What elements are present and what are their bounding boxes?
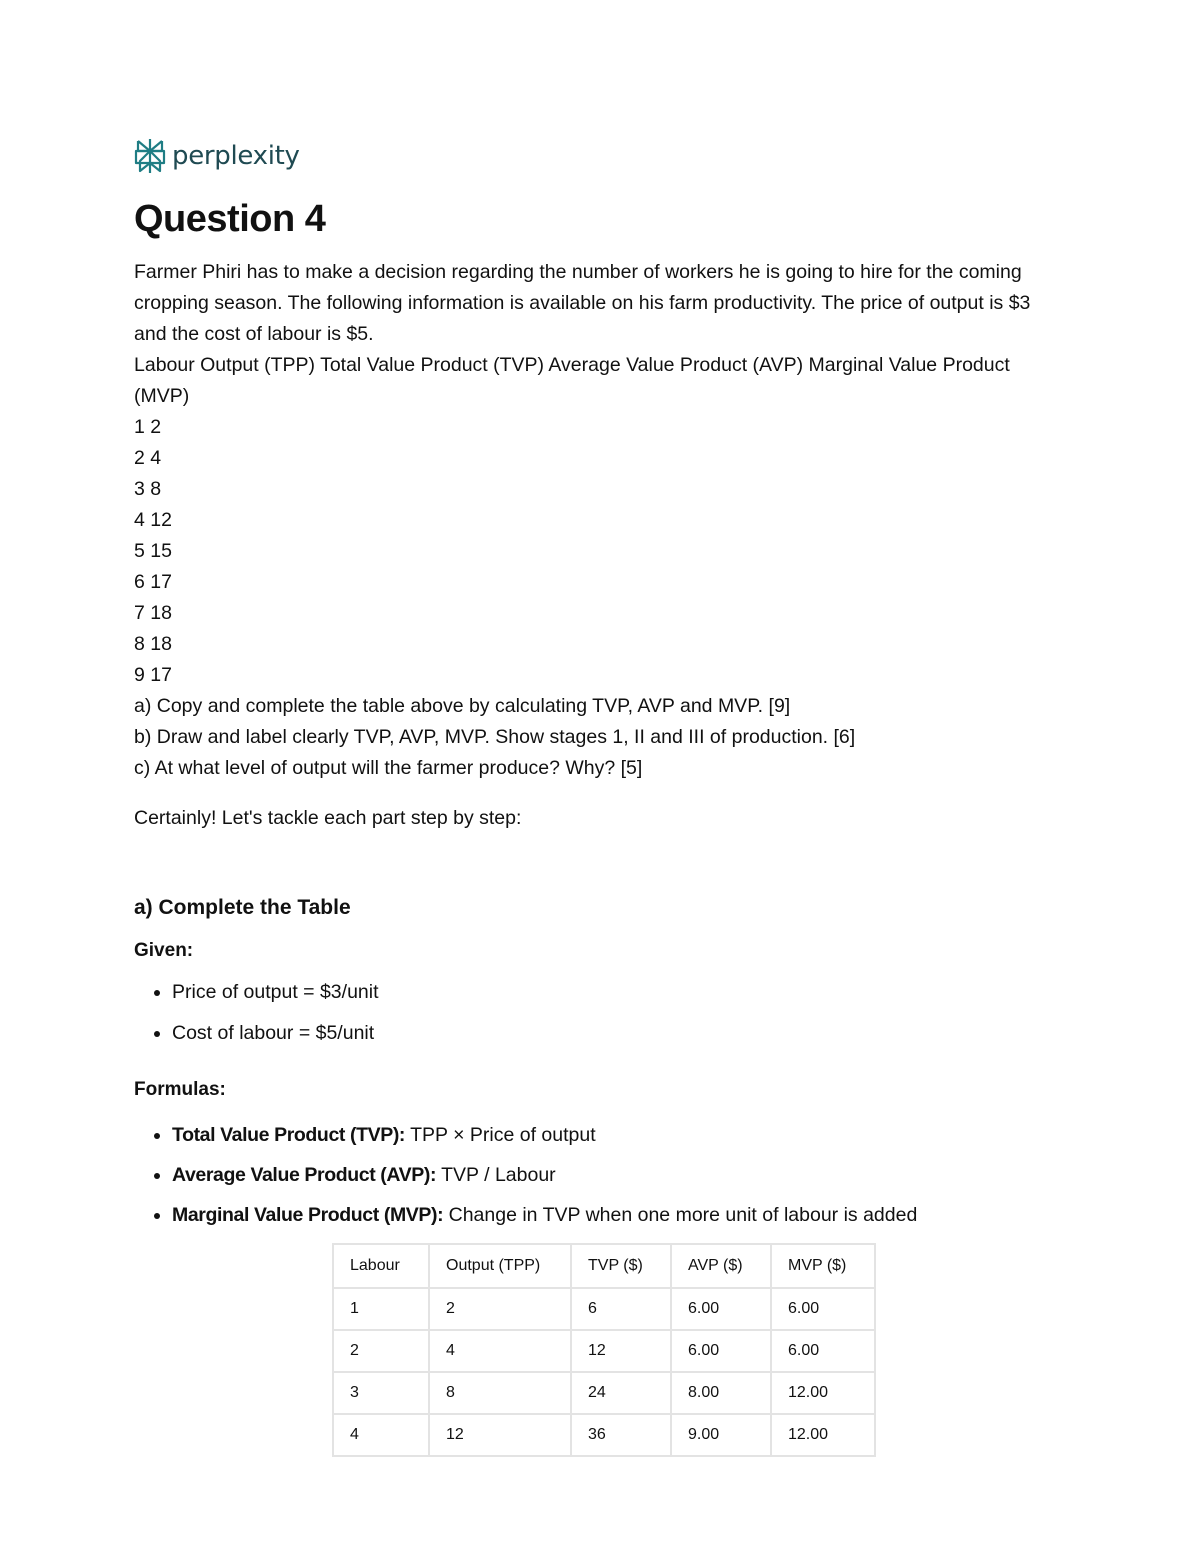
data-line: 7 18 <box>134 602 172 624</box>
data-line: 2 4 <box>134 447 162 469</box>
table-cell: 12 <box>571 1330 671 1372</box>
table-cell: 6.00 <box>771 1330 875 1372</box>
table-cell: 12.00 <box>771 1372 875 1414</box>
table-cell: 4 <box>333 1414 429 1456</box>
table-row <box>333 1288 875 1330</box>
column-header: AVP ($) <box>671 1244 771 1288</box>
table-cell: 8.00 <box>671 1372 771 1414</box>
question-title: Question 4 <box>134 198 326 240</box>
list-item <box>172 1123 1064 1147</box>
document-page <box>134 134 1064 1457</box>
table-row <box>333 1372 875 1414</box>
question-data-lines <box>134 412 1064 784</box>
data-line: 1 2 <box>134 416 162 438</box>
answer-intro: Certainly! Let's tackle each part step by step: <box>134 807 522 829</box>
data-line: 8 18 <box>134 633 172 655</box>
table-cell: 12 <box>429 1414 571 1456</box>
table-row <box>333 1330 875 1372</box>
data-line: 3 8 <box>134 478 162 500</box>
list-item <box>172 1163 1064 1187</box>
table-cell: 8 <box>429 1372 571 1414</box>
question-part: c) At what level of output will the farmer produce? Why? [5] <box>134 757 643 779</box>
perplexity-logo-icon <box>134 137 166 175</box>
brand-name: perplexity <box>172 141 300 171</box>
column-header: TVP ($) <box>571 1244 671 1288</box>
formulas-title: Formulas: <box>134 1079 226 1100</box>
list-item: • Price of output = $3/unit <box>172 980 1064 1004</box>
table-cell: 1 <box>333 1288 429 1330</box>
question-part: b) Draw and label clearly TVP, AVP, MVP. Show stages 1, II and III of production. [6] <box>134 726 856 748</box>
column-header: MVP ($) <box>771 1244 875 1288</box>
results-table <box>332 1243 876 1457</box>
data-line: 4 12 <box>134 509 172 531</box>
formula-term: Total Value Product (TVP): <box>172 1124 406 1146</box>
formula-definition: TVP / Labour <box>441 1164 556 1186</box>
formula-term: Average Value Product (AVP): <box>172 1164 437 1186</box>
table-cell: 6.00 <box>671 1288 771 1330</box>
formula-term: Marginal Value Product (MVP): <box>172 1204 444 1226</box>
question-paragraph: Farmer Phiri has to make a decision regarding the number of workers he is going to hire for the coming cropping season. The following information is available on his farm productivity. The price of output is $3 and the cost of labour is $5. <box>134 261 1031 345</box>
table-cell: 3 <box>333 1372 429 1414</box>
table-cell: 6 <box>571 1288 671 1330</box>
question-part: a) Copy and complete the table above by calculating TVP, AVP and MVP. [9] <box>134 695 791 717</box>
question-table-header-line: Labour Output (TPP) Total Value Product (TVP) Average Value Product (AVP) Marginal Value Product (MVP) <box>134 354 1010 407</box>
section-title: a) Complete the Table <box>134 896 351 919</box>
table-cell: 2 <box>429 1288 571 1330</box>
list-item <box>172 1203 1064 1227</box>
table-cell: 6.00 <box>771 1288 875 1330</box>
column-header: Output (TPP) <box>429 1244 571 1288</box>
table-cell: 4 <box>429 1330 571 1372</box>
data-line: 9 17 <box>134 664 172 686</box>
question-body <box>134 257 1064 784</box>
given-title: Given: <box>134 940 194 961</box>
table-header-row <box>333 1244 875 1288</box>
given-list <box>134 980 1064 1045</box>
table-cell: 9.00 <box>671 1414 771 1456</box>
table-row <box>333 1414 875 1456</box>
brand-logo <box>134 134 1064 178</box>
formula-definition: TPP × Price of output <box>410 1124 596 1146</box>
column-header: Labour <box>333 1244 429 1288</box>
table-cell: 2 <box>333 1330 429 1372</box>
table-cell: 36 <box>571 1414 671 1456</box>
list-item: • Cost of labour = $5/unit <box>172 1021 1064 1045</box>
formula-definition: Change in TVP when one more unit of labour is added <box>448 1204 918 1226</box>
table-cell: 24 <box>571 1372 671 1414</box>
data-line: 5 15 <box>134 540 172 562</box>
table-cell: 12.00 <box>771 1414 875 1456</box>
formulas-list <box>134 1123 1064 1227</box>
table-cell: 6.00 <box>671 1330 771 1372</box>
data-line: 6 17 <box>134 571 172 593</box>
